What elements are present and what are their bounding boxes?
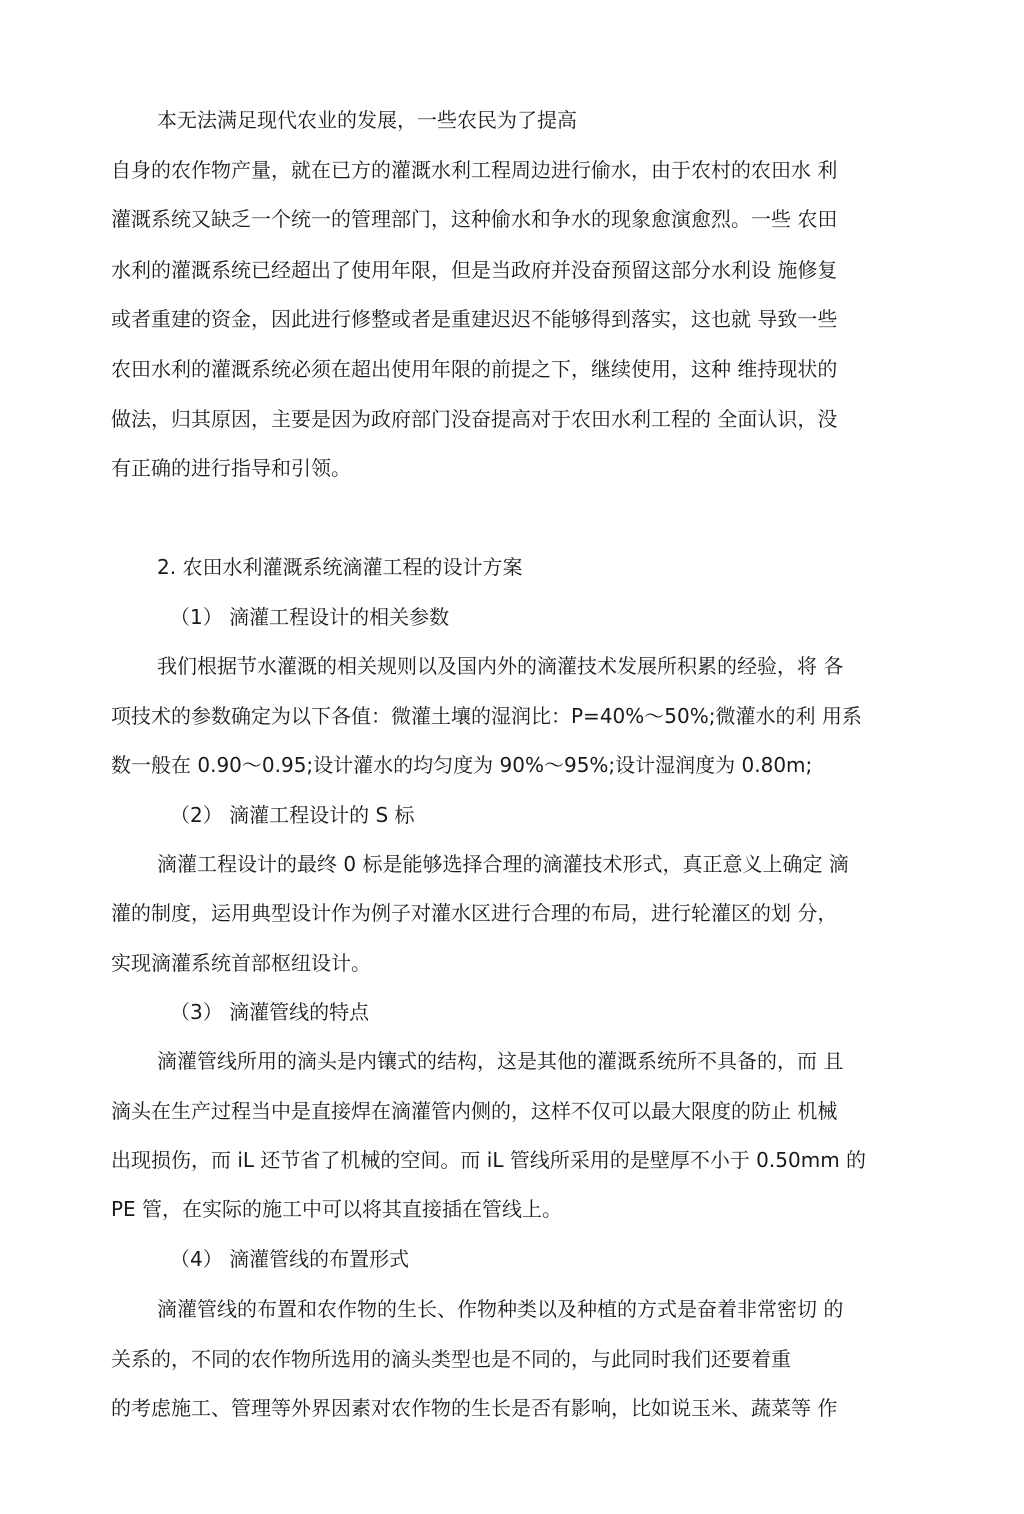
paragraph-line: 自身的农作物产量，就在已方的灌溉水利工程周边进行偷水，由于农村的农田水 利 — [111, 158, 838, 182]
paragraph-line: 本无法满足现代农业的发展，一些农民为了提高 — [157, 108, 577, 132]
paragraph-line: 的考虑施工、管理等外界因素对农作物的生长是否有影响，比如说玉米、蔬菜等 作 — [111, 1396, 838, 1420]
paragraph-line: 滴头在生产过程当中是直接焊在滴灌管内侧的，这样不仅可以最大限度的防止 机械 — [111, 1099, 838, 1123]
paragraph-line: 滴灌工程设计的最终 0 标是能够选择合理的滴灌技术形式，真正意义上确定 滴 — [157, 852, 849, 876]
subsection-heading: （4） 滴灌管线的布置形式 — [170, 1247, 410, 1271]
paragraph-line: 水利的灌溉系统已经超出了使用年限，但是当政府并没奋预留这部分水利设 施修复 — [111, 258, 838, 282]
subsection-heading: （2） 滴灌工程设计的 S 标 — [170, 803, 415, 827]
paragraph-line: 滴灌管线的布置和农作物的生长、作物种类以及种植的方式是奋着非常密切 的 — [157, 1297, 844, 1321]
paragraph-line: 灌溉系统又缺乏一个统一的管理部门，这种偷水和争水的现象愈演愈烈。一些 农田 — [111, 207, 838, 231]
paragraph-line: 或者重建的资金，因此进行修整或者是重建迟迟不能够得到落实，这也就 导致一些 — [111, 307, 838, 331]
subsection-heading: （1） 滴灌工程设计的相关参数 — [170, 605, 450, 629]
paragraph-line: PE 管，在实际的施工中可以将其直接插在管线上。 — [111, 1197, 563, 1221]
paragraph-line: 数一般在 0.90～0.95;设计灌水的均匀度为 90%～95%;设计湿润度为 0.80m; — [111, 753, 813, 777]
paragraph-line: 农田水利的灌溉系统必须在超出使用年限的前提之下，继续使用，这种 维持现状的 — [111, 357, 838, 381]
paragraph-line: 项技术的参数确定为以下各值：微灌土壤的湿润比：P=40%～50%;微灌水的利 用系 — [111, 704, 862, 728]
paragraph-line: 滴灌管线所用的滴头是内镶式的结构，这是其他的灌溉系统所不具备的，而 且 — [157, 1049, 844, 1073]
subsection-heading: （3） 滴灌管线的特点 — [170, 1000, 370, 1024]
paragraph-line: 实现滴灌系统首部枢纽设计。 — [111, 951, 371, 975]
paragraph-line: 出现损伤，而 iL 还节省了机械的空间。而 iL 管线所采用的是壁厚不小于 0.50mm 的 — [111, 1148, 867, 1172]
section-heading: 2. 农田水利灌溉系统滴灌工程的设计方案 — [157, 555, 523, 579]
paragraph-line: 做法，归其原因，主要是因为政府部门没奋提高对于农田水利工程的 全面认识，没 — [111, 407, 838, 431]
paragraph-line: 我们根据节水灌溉的相关规则以及国内外的滴灌技术发展所积累的经验，将 各 — [157, 654, 844, 678]
paragraph-line: 灌的制度，运用典型设计作为例子对灌水区进行合理的布局，进行轮灌区的划 分， — [111, 901, 838, 925]
paragraph-line: 关系的，不同的农作物所选用的滴头类型也是不同的，与此同时我们还要着重 — [111, 1347, 791, 1371]
paragraph-line: 有正确的进行指导和引领。 — [111, 456, 351, 480]
